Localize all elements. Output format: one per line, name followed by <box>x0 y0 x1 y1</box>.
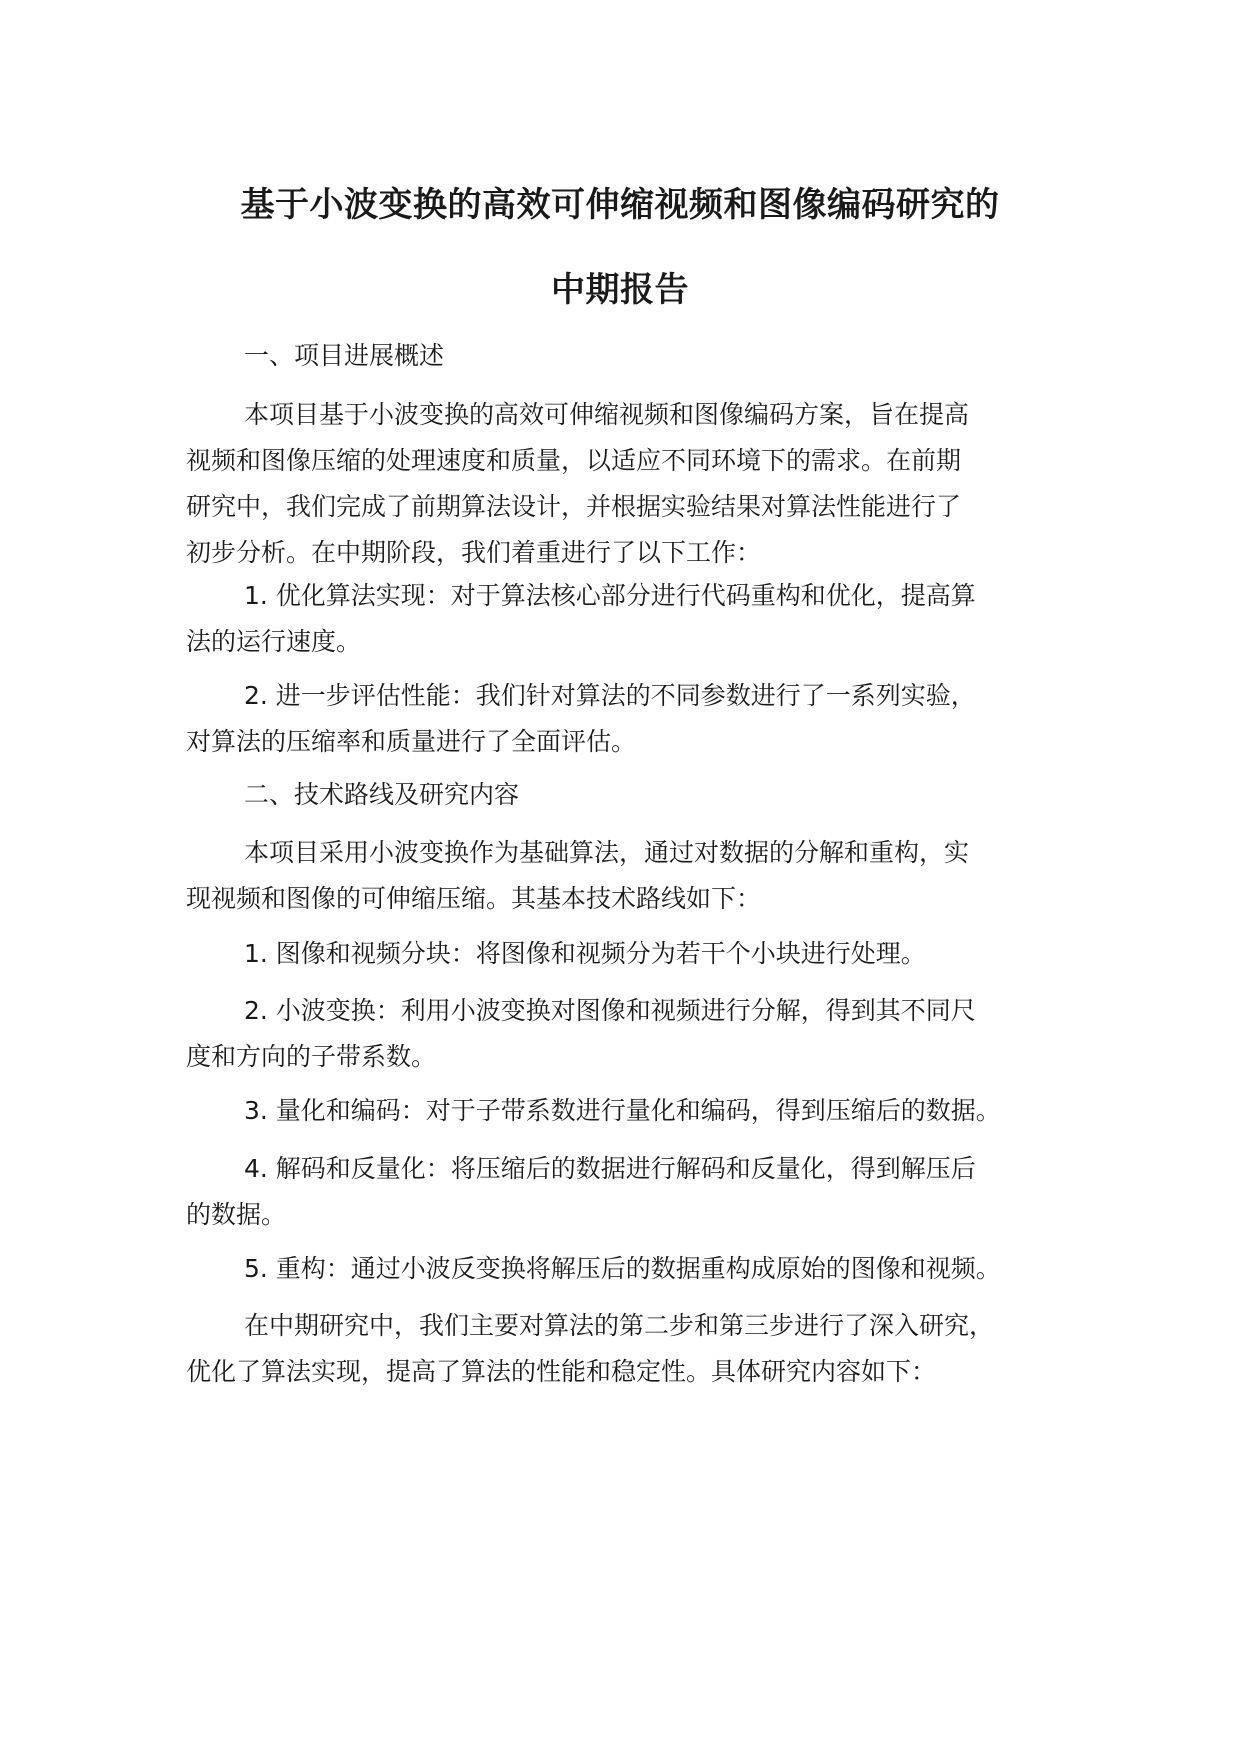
section-heading-2: 二、技术路线及研究内容 <box>244 780 520 809</box>
paragraph-line: 1. 优化算法实现：对于算法核心部分进行代码重构和优化，提高算 <box>244 581 976 610</box>
paragraph-line: 视频和图像压缩的处理速度和质量，以适应不同环境下的需求。在前期 <box>186 446 962 475</box>
paragraph-line: 5. 重构：通过小波反变换将解压后的数据重构成原始的图像和视频。 <box>244 1254 1001 1283</box>
section-heading-1: 一、项目进展概述 <box>244 341 445 370</box>
paragraph-line: 现视频和图像的可伸缩压缩。其基本技术路线如下： <box>186 884 762 913</box>
paragraph-line: 4. 解码和反量化：将压缩后的数据进行解码和反量化，得到解压后 <box>244 1154 976 1183</box>
paragraph-line: 对算法的压缩率和质量进行了全面评估。 <box>186 727 637 756</box>
document-title-line-2: 中期报告 <box>551 270 689 310</box>
paragraph-midterm-research <box>186 1303 1056 1395</box>
paragraph-line: 优化了算法实现，提高了算法的性能和稳定性。具体研究内容如下： <box>186 1357 937 1386</box>
paragraph-line: 3. 量化和编码：对于子带系数进行量化和编码，得到压缩后的数据。 <box>244 1096 1001 1125</box>
paragraph-line: 初步分析。在中期阶段，我们着重进行了以下工作： <box>186 538 762 567</box>
paragraph-line: 法的运行速度。 <box>186 627 362 656</box>
paragraph-item-evaluate <box>186 673 1056 765</box>
paragraph-line: 2. 小波变换：利用小波变换对图像和视频进行分解，得到其不同尺 <box>244 996 976 1025</box>
paragraph-line: 本项目采用小波变换作为基础算法，通过对数据的分解和重构，实 <box>244 838 970 867</box>
paragraph-line: 的数据。 <box>186 1200 287 1229</box>
paragraph-step-2 <box>186 988 1056 1080</box>
paragraph-overview <box>186 392 1056 576</box>
paragraph-line: 2. 进一步评估性能：我们针对算法的不同参数进行了一系列实验， <box>244 681 976 710</box>
paragraph-step-5 <box>186 1246 1056 1292</box>
paragraph-step-3 <box>186 1088 1056 1134</box>
paragraph-item-optimize <box>186 573 1056 665</box>
paragraph-step-1 <box>186 931 1056 977</box>
paragraph-line: 1. 图像和视频分块：将图像和视频分为若干个小块进行处理。 <box>244 939 926 968</box>
document-title-line-1: 基于小波变换的高效可伸缩视频和图像编码研究的 <box>240 185 1000 225</box>
paragraph-tech-route <box>186 830 1056 922</box>
paragraph-line: 度和方向的子带系数。 <box>186 1042 437 1071</box>
paragraph-line: 研究中，我们完成了前期算法设计，并根据实验结果对算法性能进行了 <box>186 492 962 521</box>
paragraph-step-4 <box>186 1146 1056 1238</box>
paragraph-line: 在中期研究中，我们主要对算法的第二步和第三步进行了深入研究， <box>244 1311 995 1340</box>
paragraph-line: 本项目基于小波变换的高效可伸缩视频和图像编码方案，旨在提高 <box>244 400 970 429</box>
